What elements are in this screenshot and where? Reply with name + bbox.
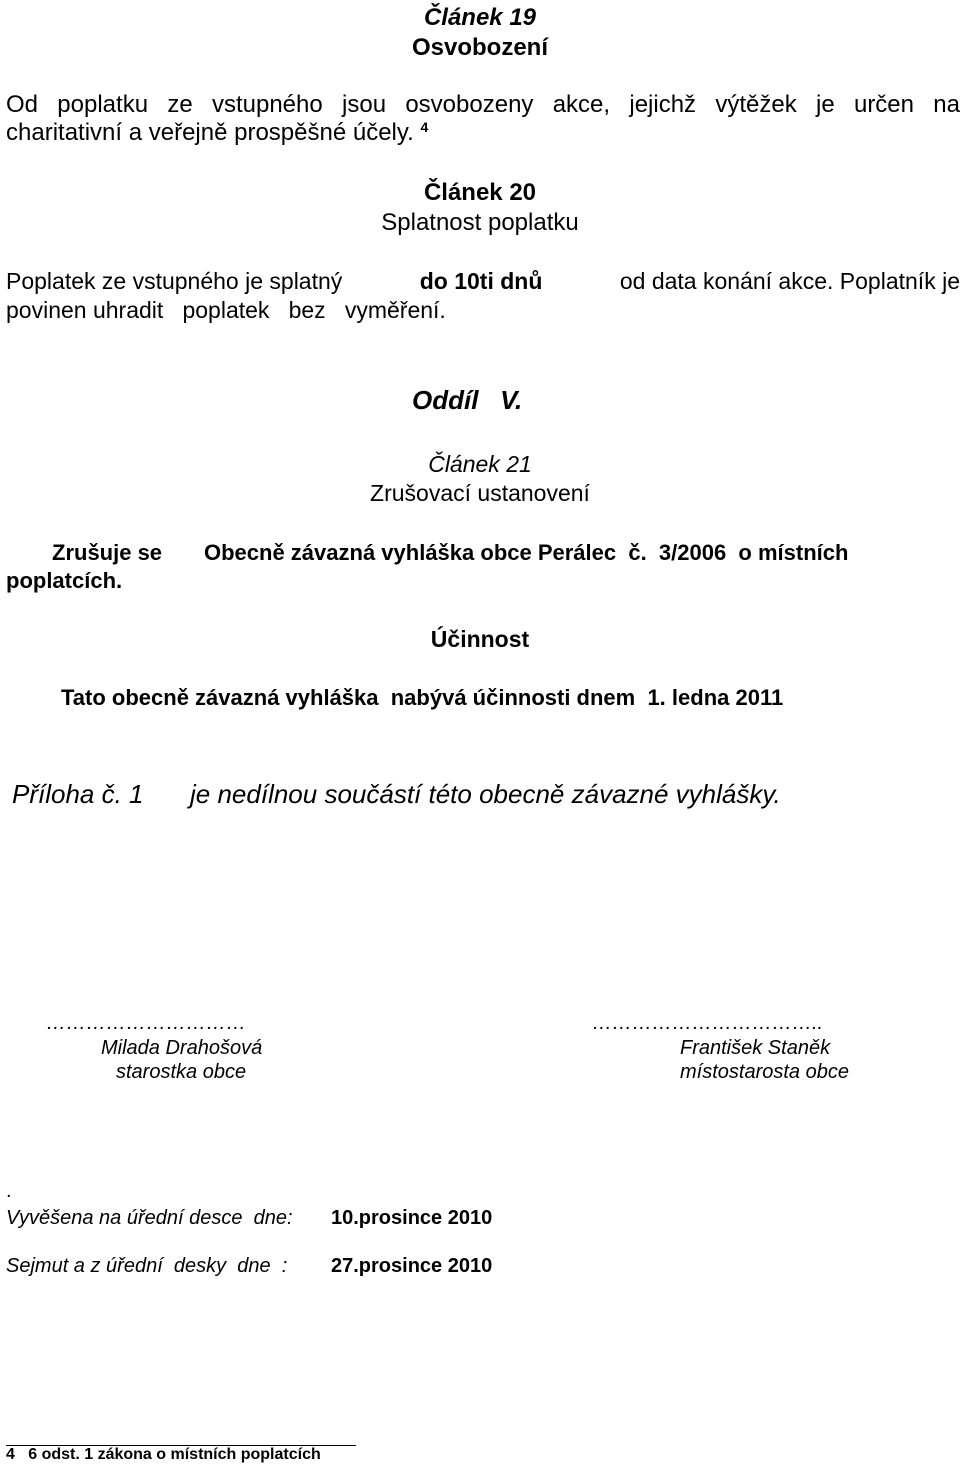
right-signature-line: ……………………………..: [592, 1012, 824, 1034]
article-19-text-line2: [6, 119, 428, 147]
article-19-text-line1: Od poplatku ze vstupného jsou osvobozeny akce, jejichž výtěžek je určen na: [6, 91, 960, 118]
left-signer-role: starostka obce: [116, 1061, 247, 1083]
footnote-ref: 4: [420, 119, 429, 135]
article-19-line2-text: charitativní a veřejně prospěšné účely.: [6, 119, 414, 146]
effect-title: Účinnost: [430, 626, 530, 652]
right-signer-name: František Staněk: [680, 1037, 831, 1059]
article-19-heading: Článek 19: [423, 4, 537, 31]
article-20-line1-part-a: Poplatek ze vstupného je splatný: [6, 268, 343, 294]
left-signature-line: …………………………: [46, 1012, 246, 1034]
article-21-heading: Článek 21: [428, 451, 532, 477]
section-heading: Oddíl V.: [412, 385, 523, 415]
article-20-text-line2: povinen uhradit poplatek bez vyměření.: [6, 297, 446, 323]
footnote-text: 4 6 odst. 1 zákona o místních poplatcích: [6, 1446, 321, 1463]
annex-label: Příloha č. 1: [12, 779, 144, 809]
article-21-title: Zrušovací ustanovení: [370, 480, 590, 506]
right-signer-role: místostarosta obce: [680, 1061, 849, 1083]
article-21-line1-part-a: Zrušuje se: [52, 540, 163, 565]
posting-dot: .: [6, 1180, 12, 1202]
removed-date: 27.prosince 2010: [331, 1255, 493, 1277]
article-21-line1-part-b: Obecně závazná vyhláška obce Perálec č. 3/2006 o místních: [204, 540, 849, 565]
article-20-line1-due: do 10ti dnů: [419, 268, 543, 294]
article-19-title: Osvobození: [411, 34, 549, 61]
article-20-title: Splatnost poplatku: [381, 209, 579, 236]
article-20-text-line1: [6, 268, 960, 295]
removed-label: Sejmut a z úřední desky dne :: [6, 1255, 288, 1277]
left-signer-name: Milada Drahošová: [101, 1037, 263, 1059]
posted-date: 10.prosince 2010: [331, 1207, 493, 1229]
effect-text: Tato obecně závazná vyhláška nabývá účinnosti dnem 1. ledna 2011: [61, 685, 784, 710]
article-21-line2: poplatcích.: [6, 568, 123, 593]
annex-text: je nedílnou součástí této obecně závazné vyhlášky.: [190, 779, 781, 809]
posted-label: Vyvěšena na úřední desce dne:: [6, 1207, 293, 1229]
article-20-line1-part-c: od data konání akce. Poplatník je: [619, 268, 960, 294]
article-20-heading: Článek 20: [423, 179, 537, 206]
